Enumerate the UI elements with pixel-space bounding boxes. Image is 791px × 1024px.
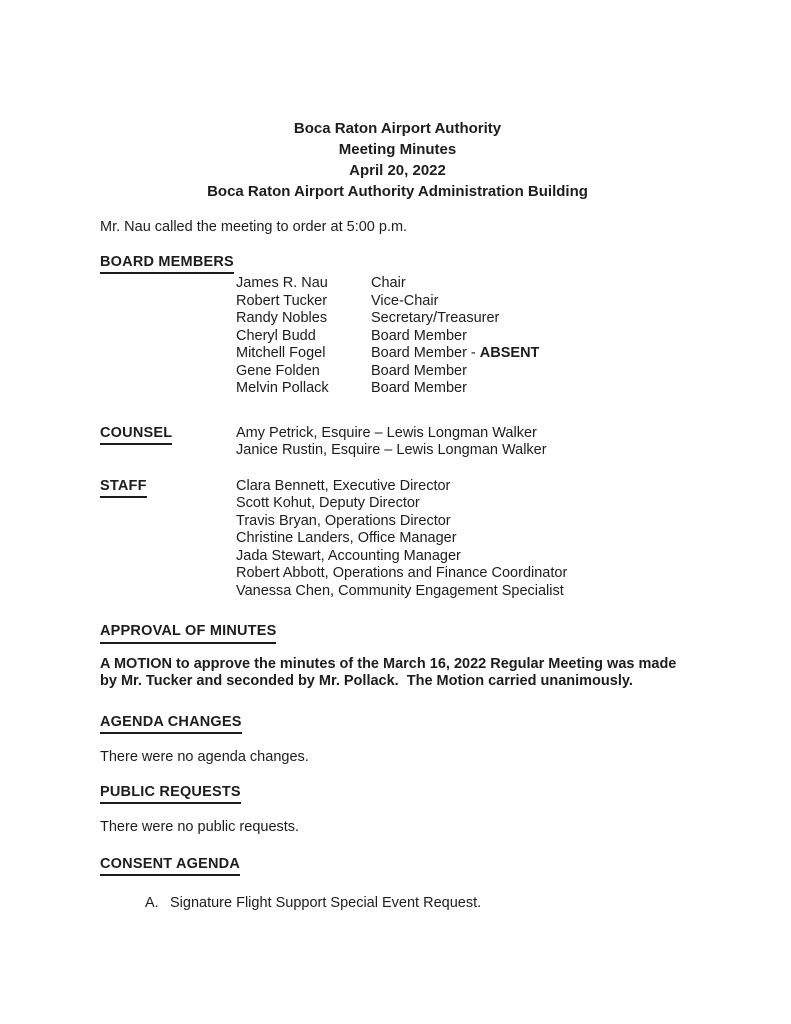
call-to-order-text: Mr. Nau called the meeting to order at 5:00 p.m. (100, 219, 408, 235)
board-member-row (236, 293, 695, 311)
counsel-row: Amy Petrick, Esquire – Lewis Longman Walker (236, 424, 537, 441)
staff-list (236, 478, 695, 601)
doc-title-line-3: April 20, 2022 (349, 162, 446, 179)
board-member-row (236, 310, 695, 328)
doc-title-line-4: Boca Raton Airport Authority Administration Building (207, 183, 588, 200)
approval-of-minutes-heading (100, 623, 695, 644)
staff-heading-text: STAFF (100, 478, 147, 499)
member-absent-flag: ABSENT (479, 345, 540, 361)
member-role-text: Chair (371, 275, 406, 291)
member-name: Melvin Pollack (236, 380, 329, 396)
counsel-row: Janice Rustin, Esquire – Lewis Longman Walker (236, 442, 547, 458)
member-name: Mitchell Fogel (236, 345, 326, 361)
consent-item-text: Signature Flight Support Special Event Request. (170, 895, 482, 911)
staff-row: Jada Stewart, Accounting Manager (236, 547, 461, 564)
staff-row: Vanessa Chen, Community Engagement Specialist (236, 582, 564, 599)
board-member-row (236, 363, 695, 381)
consent-agenda-item-a (100, 895, 695, 913)
member-role-text: Vice-Chair (371, 292, 439, 309)
board-members-heading-text: BOARD MEMBERS (100, 254, 234, 275)
agenda-changes-heading-text: AGENDA CHANGES (100, 714, 242, 735)
public-requests-text: There were no public requests. (100, 819, 300, 835)
staff-section (100, 478, 695, 601)
staff-row: Travis Bryan, Operations Director (236, 512, 451, 529)
document-header (100, 118, 695, 202)
public-requests-heading (100, 784, 695, 805)
member-role-text: Secretary/Treasurer (371, 310, 500, 326)
member-name: Robert Tucker (236, 292, 328, 309)
board-member-row (236, 328, 695, 346)
member-role (371, 293, 438, 311)
member-name: Cheryl Budd (236, 327, 316, 344)
counsel-heading (100, 425, 236, 446)
staff-heading (100, 478, 236, 499)
member-role (371, 275, 406, 293)
consent-agenda-heading (100, 856, 695, 877)
member-role (371, 328, 467, 346)
member-role (371, 310, 499, 328)
agenda-changes-heading (100, 714, 695, 735)
staff-row: Christine Landers, Office Manager (236, 530, 457, 546)
consent-item-label: A. (145, 895, 159, 911)
board-member-row (236, 275, 695, 293)
board-members-section (100, 254, 695, 398)
member-role-text: Board Member (371, 380, 467, 396)
public-requests-heading-text: PUBLIC REQUESTS (100, 784, 241, 805)
member-role (371, 363, 467, 381)
counsel-section (100, 425, 695, 460)
agenda-changes-text: There were no agenda changes. (100, 749, 309, 765)
board-members-list (100, 275, 695, 398)
member-role-text: Board Member (371, 327, 467, 344)
counsel-heading-text: COUNSEL (100, 425, 172, 446)
member-name: Gene Folden (236, 362, 320, 379)
board-member-row (236, 345, 695, 363)
doc-title-line-1: Boca Raton Airport Authority (293, 120, 502, 137)
counsel-list (236, 425, 695, 460)
board-member-row (236, 380, 695, 398)
staff-row: Scott Kohut, Deputy Director (236, 495, 420, 511)
staff-row: Robert Abbott, Operations and Finance Coordinator (236, 565, 568, 581)
member-name: Randy Nobles (236, 310, 328, 326)
approval-of-minutes-heading-text: APPROVAL OF MINUTES (100, 623, 276, 644)
member-role-text: Board Member - (371, 345, 480, 361)
staff-row: Clara Bennett, Executive Director (236, 477, 451, 494)
consent-agenda-heading-text: CONSENT AGENDA (100, 856, 240, 877)
board-members-heading (100, 254, 695, 275)
member-role (371, 345, 539, 363)
member-role-text: Board Member (371, 362, 467, 379)
doc-title-line-2: Meeting Minutes (338, 141, 457, 158)
member-role (371, 380, 467, 398)
member-name: James R. Nau (236, 275, 328, 291)
motion-paragraph: A MOTION to approve the minutes of the March 16, 2022 Regular Meeting was made by Mr. Tucker and seconded by Mr. Pollack. The Motion carried unanimously. (100, 655, 681, 689)
